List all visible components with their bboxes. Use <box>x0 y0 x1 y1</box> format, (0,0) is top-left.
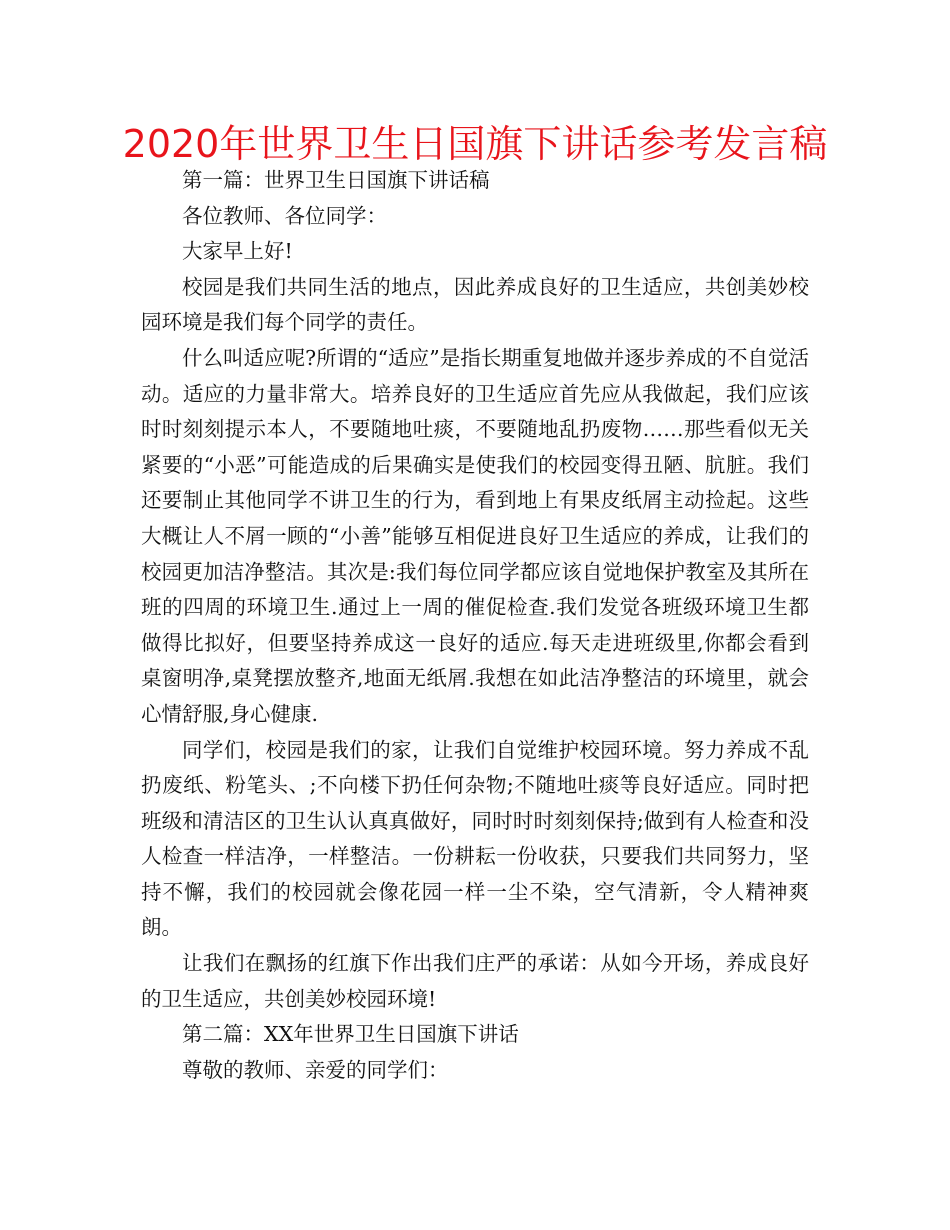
section-heading-1: 第一篇：世界卫生日国旗下讲话稿 <box>182 168 490 192</box>
body-paragraph: 什么叫适应呢?所谓的“适应”是指长期重复地做并逐步养成的不自觉活动。适应的力量非常大。培养良好的卫生适应首先应从我做起，我们应该时时刻刻提示本人，不要随地吐痰，不要随地乱扔废物……那些看似无关紧要的“小恶”可能造成的后果确实是使我们的校园变得丑陋、肮脏。我们还要制止其他同学不讲卫生的行为，看到地上有果皮纸屑主动捡起。这些大概让人不屑一顾的“小善”能够互相促进良好卫生适应的养成，让我们的校园更加洁净整洁。其次是:我们每位同学都应该自觉地保护教室及其所在班的四周的环境卫生.通过上一周的催促检查.我们发觉各班级环境卫生都做得比拟好，但要坚持养成这一良好的适应.每天走进班级里,你都会看到桌窗明净,桌凳摆放整齐,地面无纸屑.我想在如此洁净整洁的环境里，就会心情舒服,身心健康. <box>141 345 809 726</box>
salutation: 尊敬的教师、亲爱的同学们： <box>182 1057 449 1082</box>
document-body <box>141 163 809 1088</box>
body-paragraph: 同学们，校园是我们的家，让我们自觉维护校园环境。努力养成不乱扔废纸、粉笔头、;不向楼下扔任何杂物;不随地吐痰等良好适应。同时把班级和清洁区的卫生认认真真做好，同时时时刻刻保持;做到有人检查和没人检查一样洁净，一样整洁。一份耕耘一份收获，只要我们共同努力，坚持不懈，我们的校园就会像花园一样一尘不染，空气清新，令人精神爽朗。 <box>141 737 809 940</box>
document-title: 2020年世界卫生日国旗下讲话参考发言稿 <box>122 122 828 166</box>
body-paragraph: 让我们在飘扬的红旗下作出我们庄严的承诺：从如今开场，养成良好的卫生适应，共创美妙校园环境! <box>141 951 809 1011</box>
salutation: 各位教师、各位同学： <box>182 203 387 228</box>
body-paragraph: 校园是我们共同生活的地点，因此养成良好的卫生适应，共创美妙校园环境是我们每个同学的责任。 <box>141 274 809 335</box>
section-heading-2: 第二篇：XX年世界卫生日国旗下讲话 <box>182 1022 519 1047</box>
greeting: 大家早上好! <box>182 239 293 264</box>
